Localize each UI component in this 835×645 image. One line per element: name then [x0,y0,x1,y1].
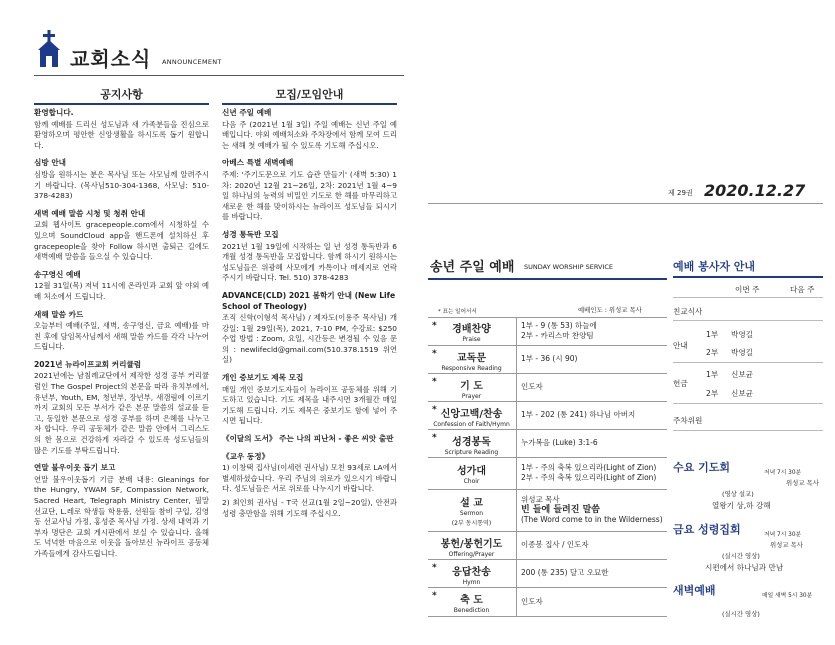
recruit-item-body: 주제: '주기도문으로 기도 습관 만들기' (새벽 5:30) 1차: 2020년 12월 21~26일, 2차: 2021년 1월 4~9일 하나님의 능력의 비밀인 기도로 한 해를 마무리하고 새로운 한 해를 맞이하시는 뉴라이프 성도님들 되시기를 바랍니다. [222,169,397,222]
page-subtitle: ANNOUNCEMENT [162,58,222,66]
order-detail: 인도자 [521,382,543,391]
usher-2-label: 2부 [706,348,719,357]
dawn-time: 매일 새벽 5시 30분 [762,593,813,599]
recruit-item-title: 신년 주일 예배 [222,108,272,117]
fri-text: 시편에서 하나님과 만남 [705,563,784,572]
recruit-item-title: 개인 중보기도 제목 모집 [222,373,304,383]
stand-marker: * [432,349,437,359]
order-name-en: Confession of Faith/Hymn [433,421,510,428]
table-divider [673,362,823,363]
worship-subtitle: SUNDAY WORSHIP SERVICE [524,263,613,271]
fri-time: 저녁 7시 30분 [764,532,802,538]
worship-row [428,429,667,457]
order-detail: 200 (통 235) 달고 오묘한 [521,568,609,577]
stand-marker: * [432,321,437,331]
notice-item-title: 송구영신 예배 [34,269,81,279]
worship-row [428,345,667,373]
order-name: 축 도 [460,595,483,606]
issue-volume: 제 29권 [668,189,693,197]
order-name-en: Choir [463,478,480,485]
fri-note: (실시간 영상) [722,552,760,560]
recruit-item-title: 아베스 특별 새벽예배 [222,158,294,168]
dawn-note: (실시간 영상) [722,610,760,618]
worship-title-rule [428,278,667,280]
offering-1-label: 1부 [706,370,719,379]
recruit-item-body: 다음 주 (2021년 1월 3일) 주일 예배는 신년 주일 예배입니다. 야외 예배처소와 주차장에서 함께 모여 드리는 새해 첫 예배가 될 수 있도록 기도해 주십시오. [222,119,397,150]
parking-label: 주차위원 [673,416,703,425]
worship-row [428,457,667,489]
order-detail: 2부 - 주의 축복 있으리라(Light of Zion) [521,473,657,482]
recruit-title-rule [222,103,397,105]
recruit-item-title: 성경 통독반 모집 [222,229,279,239]
order-detail: 1부 - 202 (통 241) 하나님 아버지 [521,410,636,419]
notice-item-body: 심방을 원하시는 분은 목사님 또는 사모님께 알려주시기 바랍니다. (목사님510-304-1368, 사모님: 510-378-4283) [34,169,209,201]
recruit-item-body: 조직 신학(이형석 목사님) / 제자도(이용주 목사님) 개강일: 1월 29일(목), 2021, 7-10 PM, 수강료: $250 수업 방법 : Zoom, 요일, 시간등은 변경될 수 있음 문의 : newlifecld@gmail.com(510.378.1519 위연실) [222,313,397,365]
service-guide-rule [673,276,823,278]
worship-title: 송년 주일 예배 [430,260,515,275]
worship-row [428,401,667,429]
order-detail: 1부 - 9 (통 53) 하늘에 [521,321,597,330]
table-divider [673,297,823,298]
recruit-column [222,108,397,519]
prayer-item: 1) 이창택 집사님(이세련 권사님) 모친 93세로 LA에서 별세하셨습니다. 우리 주님의 위로가 있으시기 바랍니다. 성도님들은 서로 위로를 나누시기 바랍니다. [222,463,397,494]
order-name: 교독문 [457,353,486,364]
order-name-en: Offering/Prayer [448,551,495,558]
wed-time: 저녁 7시 30분 [764,470,802,476]
notice-column [34,108,209,560]
notice-item-body: 연말 불우이웃돕기 기금 분배 내용: Gleanings for the Hungry, YWAM SF, Compassion Network, Sacred Heart, Telegraph Ministry Center, 필말 선교단, L.레로 학생들 학용품, 선원들 참비 구입, 김영동 선교사님 가정, 홍성준 목사님 가정. 상세 내역과 기부자 명단은 교회 게시판에서 보실 수 있습니다. 올해도 넉넉한 마음으로 이웃을 돌아보신 뉴라이프 공동체 가족들에게 감사드립니다. [34,474,209,558]
order-name-en: Scripture Reading [444,449,499,456]
order-name: 기 도 [460,381,483,392]
col-next-week: 다음 주 [790,285,815,294]
order-name-en: Sermon [459,510,484,517]
order-name-en: Hymn [462,579,481,586]
worship-row [428,489,667,531]
offering-1-name: 신보균 [731,370,754,379]
book-of-month: 《이달의 도서》 주는 나의 피난처 - 좋은 씨앗 출판 [222,434,394,444]
notice-item-body: 12월 31일(목) 저녁 11시에 온라인과 교회 앞 야외 예배 처소에서 드립니다. [34,281,209,301]
order-detail: 1부 - 주의 축복 있으리라(Light of Zion) [521,463,657,472]
worship-row [428,559,667,587]
notice-item-title: 연말 불우이웃 돕기 보고 [34,463,116,473]
prayer-item: 2) 최인희 권사님 - T국 선교(1월 2일~20일), 안전과 성령 충만함을 위해 기도해 주십시오. [222,498,397,518]
notice-item-body: 교회 웹사이트 gracepeople.com에서 시청하실 수 있으며 SoundCloud app을 핸드폰에 설치하신 후 gracepeople을 찾아 Follow 하시면 출퇴근 길에도 새벽예배 말씀을 들으실 수 있습니다. [34,220,209,262]
stand-marker: * [432,563,437,573]
order-name-en: Praise [462,336,481,343]
fri-leader: 위성교 목사 [770,541,803,549]
order-name-en: Prayer [461,393,482,400]
table-divider [673,403,823,404]
worship-order-table [428,317,667,617]
notice-title-rule [34,103,209,105]
order-name: 성경봉독 [452,437,491,448]
order-detail: 2부 - 카리스마 찬양팀 [521,331,594,340]
worship-row [428,373,667,401]
table-divider [673,320,823,321]
order-name-note: (2부 동시통역) [451,520,492,527]
stand-marker: * [432,591,437,601]
stand-marker: * [432,433,437,443]
date-rule [428,203,823,204]
order-name: 성가대 [457,466,486,477]
notice-item-body: 2021년에는 남침례교단에서 제작한 성경 공부 커리큘럼인 The Gospel Project의 본문을 따라 유치부에서, 유년부, Youth, EM, 청년부, 장년부, 새갬림에 이르기까지 교회의 모든 부서가 같은 본문 말씀의 설교를 듣고, 동일한 본문으로 성경 공부를 하며 은혜를 나누고자 합니다. 우리 공동체가 같은 말씀 안에서 그리스도의 한 몸으로 건강하게 자라갈 수 있도록 성도님들의 많은 기도를 부탁드립니다. [34,371,209,455]
wed-title: 수요 기도회 [673,461,730,474]
worship-row [428,531,667,559]
church-logo [34,30,64,70]
dawn-title: 새벽예배 [673,584,716,597]
notice-item-title: 새해 말씀 카드 [34,309,84,319]
notice-item-title: 심방 안내 [34,158,66,168]
recruit-item-body: 2021년 1월 19일에 시작하는 일 년 성경 통독반과 6개월 성경 통독반을 모집합니다. 함께 하시기 원하시는 성도님들은 위광혜 사모에게 카톡이나 메세지로 연락주시기 바랍니다. Tel. 510) 378-4283 [222,241,397,283]
order-name: 설 교 [460,498,483,509]
notice-title: 공지사항 [100,88,143,101]
order-name: 봉헌/봉헌기도 [440,539,503,550]
order-name: 신앙고백/찬송 [440,409,503,420]
usher-2-name: 박영길 [731,348,754,357]
order-detail: 누가복음 (Luke) 3:1-6 [521,438,598,447]
wed-text: 열왕기 상,하 강해 [712,501,771,510]
order-name: 응답찬송 [452,567,491,578]
service-guide-title: 예배 봉사자 안내 [673,260,756,273]
order-detail: (The Word come to in the Wilderness) [521,515,663,524]
notice-item-title: 새벽 예배 말씀 시청 및 청취 안내 [34,208,146,218]
fri-title: 금요 성령집회 [673,523,741,536]
stand-marker: * [432,405,437,415]
recruit-item-title: ADVANCE(CLD) 2021 봄학기 안내 (New Life School of Theology) [222,290,396,311]
col-this-week: 이번 주 [735,285,760,294]
worship-row [428,587,667,617]
order-name: 경배찬양 [452,324,491,335]
offering-label: 헌금 [673,379,688,388]
order-name-en: Benediction [453,607,490,614]
recruit-title: 모집/모임안내 [275,88,344,101]
worship-row [428,317,667,345]
offering-2-label: 2부 [706,389,719,398]
order-detail: 1부 - 36 (시 90) [521,354,578,363]
usher-1-label: 1부 [706,330,719,339]
notice-item-title: 2021년 뉴라이프교회 커리큘럼 [34,359,142,369]
prayer-title: 《교우 동정》 [222,451,270,461]
notice-item-body: 오늘부터 예배(주일, 새벽, 송구영신, 금요 예배)를 마친 후에 담임목사님께서 새해 말씀 카드를 각각 나누어 드립니다. [34,321,209,352]
order-detail: 위성교 목사 [521,495,560,504]
order-detail: 빈 들에 들려진 말씀 [521,505,600,515]
issue-date: 2020.12.27 [704,181,806,200]
notice-item-title: 환영합니다. [34,108,74,117]
order-name-en: Responsive Reading [441,365,502,372]
usher-1-name: 박영길 [731,330,754,339]
notice-item-body: 함께 예배를 드리신 성도님과 새 가족분들을 진심으로 환영하오며 평안한 신앙생활을 하시도록 돕기 원합니다. [34,119,209,150]
order-detail: 인도자 [521,597,543,606]
stand-marker: * [432,377,437,387]
header-rule [34,75,404,76]
recruit-item-body: 매일 개인 중보기도자들이 뉴라이프 공동체를 위해 기도하고 있습니다. 기도 제목을 내주시면 3개월간 매일 기도해 드립니다. 기도 제목은 중보기도 함에 넣어 주시면 됩니다. [222,384,397,426]
table-divider [673,430,823,431]
host-label: 친교식사 [673,307,703,316]
worship-note-right: 예배인도 : 위성교 목사 [578,306,642,314]
wed-note: (영상 설교) [722,490,754,498]
offering-2-name: 신보균 [731,389,754,398]
usher-label: 안내 [673,341,688,350]
worship-note-left: * 표는 일어서서 [438,309,477,315]
page-title: 교회소식 [70,47,152,71]
wed-leader: 위성교 목사 [786,479,819,487]
order-detail: 이종봉 집사 / 인도자 [521,540,589,549]
